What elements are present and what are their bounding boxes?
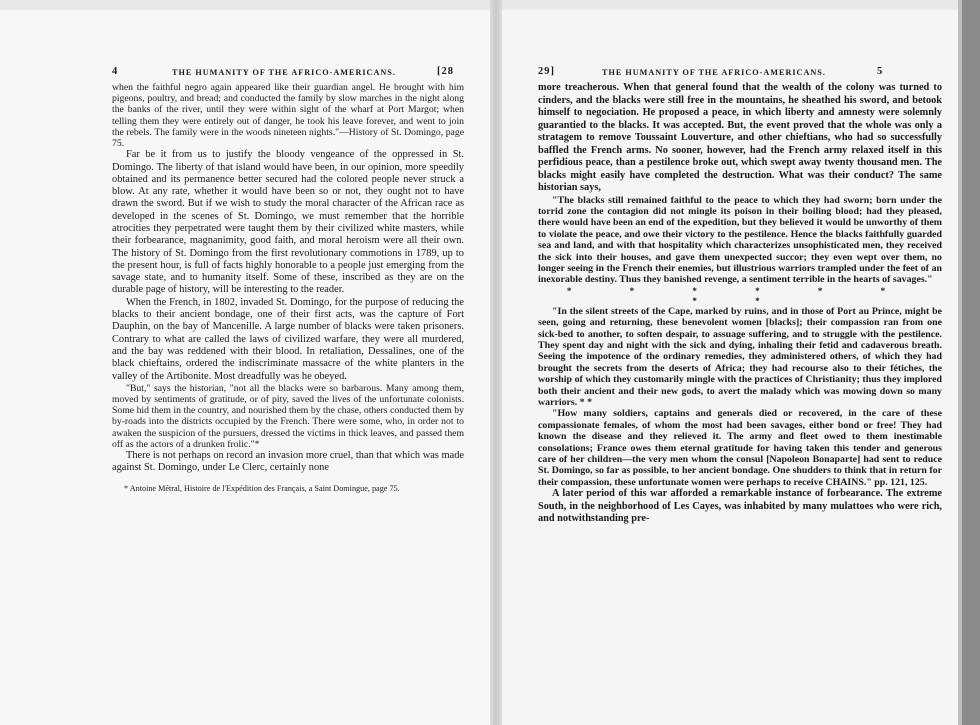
left-paragraph-5: There is not perhaps on record an invasion more cruel, than that which was made against St. Domingo, under Le Clerc, certainly none <box>112 450 464 474</box>
right-body-text <box>538 82 942 526</box>
book-edge <box>962 0 980 725</box>
right-paragraph-4: "How many soldiers, captains and generals died or recovered, in the care of these compassionate females, of whom the most had been savages, either bond or free! They had known the disease and they relieved it. The army and fleet owed to them inestimable consolations; France owes them eternal gratitude for having taken this tender and generous care of her children—the very men whom the consul [Napoleon Bonaparte] had sent to reduce St. Domingo, so far as possible, to her ancient bondage. One shudders to think that in return for their compassion, these unfortunate women were perhaps to receive CHAINS." pp. 121, 125. <box>538 408 942 488</box>
left-page <box>0 10 492 725</box>
asterism: * * * * * * * * <box>566 285 914 306</box>
right-running-title: THE HUMANITY OF THE AFRICO-AMERICANS. <box>602 68 826 77</box>
left-paragraph-2: Far be it from us to justify the bloody vengeance of the oppressed in St. Domingo. The liberty of that island would have been, in our opinion, more speedily obtained and its permanence better secured had the colored people never struck a blow. At any rate, whether it would have been so or not, they ought not to have drawn the sword. But if we wish to study the moral character of the African race as developed in the scenes of St. Domingo, we must remember that the horrible atrocities they perpetrated were taught them by their civilized white masters, while their forbearance, magnanimity, good faith, and moral heroism were all their own. The history of St. Domingo from the first revolutionary commotions in 1789, up to the present hour, is full of facts highly honorable to a people just emerging from the savage state, and to humanity itself. Some of these, inscribed as they are on the durable page of history, will be interesting to the reader. <box>112 149 464 296</box>
right-paragraph-3: "In the silent streets of the Cape, marked by ruins, and in those of Port au Prince, might be seen, going and returning, these benevolent women [blacks]; their compassion ran from one sick-bed to another, to soften despair, to assuage suffering, and to struggle with the pestilence. They spent day and night with the sick and dying, inhaling their fetid and cadaverous breath. Seeing the impotence of the ordinary remedies, they administered others, of which they had brought the secrets from the deserts of Africa; they had recourse also to their fétiches, the worship of which they customarily mingle with the practices of Christianity; thus they implored both their ancient and their new gods, to avert the malady which was mowing down so many warriors. * * <box>538 305 942 408</box>
right-paragraph-1: more treacherous. When that general found that the wealth of the colony was turned to cinders, and the blacks were still free in the mountains, he sheathed his sword, and betook himself to negociation. He proposed a peace, in which liberty and amnesty were solemnly guarantied to the blacks. It was accepted. But, the event proved that the whole was only a stratagem to remove Toussaint Louverture, and other chieftians, who had so successfully baffled the French arms. No sooner, however, had the French army relaxed itself in this perfidious peace, than a pestilence broke out, which swept away twenty thousand men. The blacks might easily have completed the destruction. What was their conduct? The same historian says, <box>538 82 942 193</box>
right-running-head <box>500 66 962 80</box>
left-footnote: * Antoine Métral, Histoire de l'Expédition des Français, a Saint Domingue, page 75. <box>124 483 400 493</box>
left-running-head <box>0 66 492 80</box>
book-gutter <box>490 0 502 725</box>
left-sheet-mark: [28 <box>437 66 454 77</box>
left-paragraph-1: when the faithful negro again appeared like their guardian angel. He brought with him pigeons, poultry, and bread; and conducted the family by slow marches in the night along the banks of the river, until they were within sight of the wharf at Port Margot; when telling them they were entirely out of danger, he took his leave forever, and went to join the rebels. The family were in the woods nineteen nights."—History of St. Domingo, page 75. <box>112 82 464 150</box>
right-page-number: 5 <box>877 66 884 77</box>
right-sheet-mark: 29] <box>538 66 555 77</box>
right-paragraph-5: A later period of this war afforded a remarkable instance of forbearance. The extreme South, in the neighborhood of Les Cayes, was inhabited by many mulattoes who were rich, and notwithstanding pre- <box>538 488 942 525</box>
left-paragraph-3: When the French, in 1802, invaded St. Domingo, for the purpose of reducing the blacks to their ancient bondage, one of their first acts, was the capture of Fort Dauphin, on the bay of Mancenille. A large number of blacks were taken prisoners. Contrary to what are called the laws of civilized warfare, they were all murdered, and the bay was reddened with their blood. In retaliation, Dessalines, one of the black chieftains, ordered the indiscriminate massacre of the white planters in the valley of the Artibonite. Most dreadfully was he obeyed. <box>112 296 464 382</box>
left-running-title: THE HUMANITY OF THE AFRICO-AMERICANS. <box>172 68 396 77</box>
left-page-number: 4 <box>112 66 119 77</box>
left-body-text <box>112 82 464 493</box>
right-page <box>500 10 962 725</box>
right-paragraph-2: "The blacks still remained faithful to the peace to which they had sworn; born under the torrid zone the contagion did not mingle its poison in their boiling blood; had they pleased, there would have been an end of the expedition, but they believed it would be unworthy of them to violate the peace, and owe their victory to the pestilence. Hence the blacks faithfully guarded sea and land, and with that hospitality which characterizes unsophisticated men, they received the sick into their houses, and gave them unexpected succor; they even wept over them, no longer seeing in the French their enemies, but illustrious warriors trampled under the feet of an inexorable destiny. Thus they banished revenge, a sentiment terrible in the hearts of savages." <box>538 194 942 286</box>
left-paragraph-4: "But," says the historian, "not all the blacks were so barbarous. Many among them, moved by sentiments of gratitude, or of pity, saved the lives of the unfortunate colonists. Some hid them in the country, and nourished them by the chase, others conducted them by by-roads into the districts occupied by the French. There were some, who, in order not to awaken the suspicion of the pursuers, dressed the victims in thick leaves, and passed them off as the actors of a drunken frolic."* <box>112 382 464 450</box>
